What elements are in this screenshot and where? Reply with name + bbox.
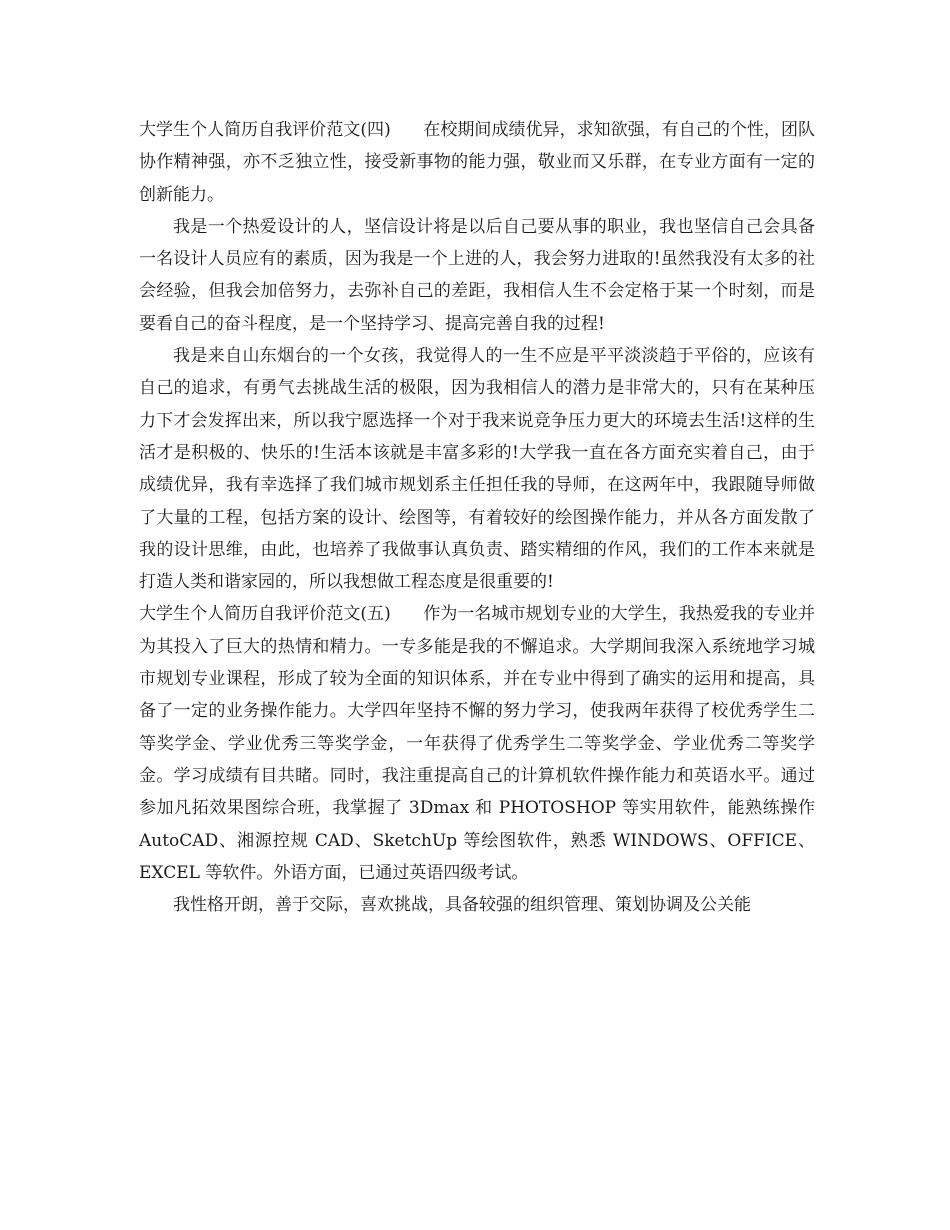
section-4-paragraph-2: 我是来自山东烟台的一个女孩，我觉得人的一生不应是平平淡淡趋于平俗的，应该有自己的追求，有勇气去挑战生活的极限，因为我相信人的潜力是非常大的，只有在某种压力下才会发挥出来，所以我宁愿选择一个对于我来说竞争压力更大的环境去生活!这样的生活才是积极的、快乐的!生活本该就是丰富多彩的!大学我一直在各方面充实着自己，由于成绩优异，我有幸选择了我们城市规划系主任担任我的导师，在这两年中，我跟随导师做了大量的工程，包括方案的设计、绘图等，有着较好的绘图操作能力，并从各方面发散了我的设计思维，由此，也培养了我做事认真负责、踏实精细的作风，我们的工作本来就是打造人类和谐家园的，所以我想做工程态度是很重要的! [139,346,815,593]
section-5-paragraph-1: 我性格开朗，善于交际，喜欢挑战，具备较强的组织管理、策划协调及公关能 [173,895,751,916]
section-5-title: 大学生个人简历自我评价范文(五) [139,604,391,625]
document-page [139,114,815,921]
section-5-lead: 作为一名城市规划专业的大学生，我热爱我的专业并为其投入了巨大的热情和精力。一专多能是我的不懈追求。大学期间我深入系统地学习城市规划专业课程，形成了较为全面的知识体系，并在专业中得到了确实的运用和提高，具备了一定的业务操作能力。大学四年坚持不懈的努力学习，使我两年获得了校优秀学生二等奖学金、学业优秀三等奖学金，一年获得了优秀学生二等奖学金、学业优秀二等奖学金。学习成绩有目共睹。同时，我注重提高自己的计算机软件操作能力和英语水平。通过参加凡拓效果图综合班，我掌握了 3Dmax 和 PHOTOSHOP 等实用软件，能熟练操作 AutoCAD、湘源控规 CAD、SketchUp 等绘图软件，熟悉 WINDOWS、OFFICE、EXCEL 等软件。外语方面，已通过英语四级考试。 [139,604,815,883]
section-4-intro [139,114,815,211]
section-5-intro [139,598,815,889]
section-4-paragraph-1: 我是一个热爱设计的人，坚信设计将是以后自己要从事的职业，我也坚信自己会具备一名设计人员应有的素质，因为我是一个上进的人，我会努力进取的!虽然我没有太多的社会经验，但我会加倍努力，去弥补自己的差距，我相信人生不会定格于某一个时刻，而是要看自己的奋斗程度，是一个坚持学习、提高完善自我的过程! [139,216,815,334]
section-4-title: 大学生个人简历自我评价范文(四) [139,120,391,140]
section-4-lead: 在校期间成绩优异，求知欲强，有自己的个性，团队协作精神强，亦不乏独立性，接受新事物的能力强，敬业而又乐群，在专业方面有一定的创新能力。 [139,120,815,205]
